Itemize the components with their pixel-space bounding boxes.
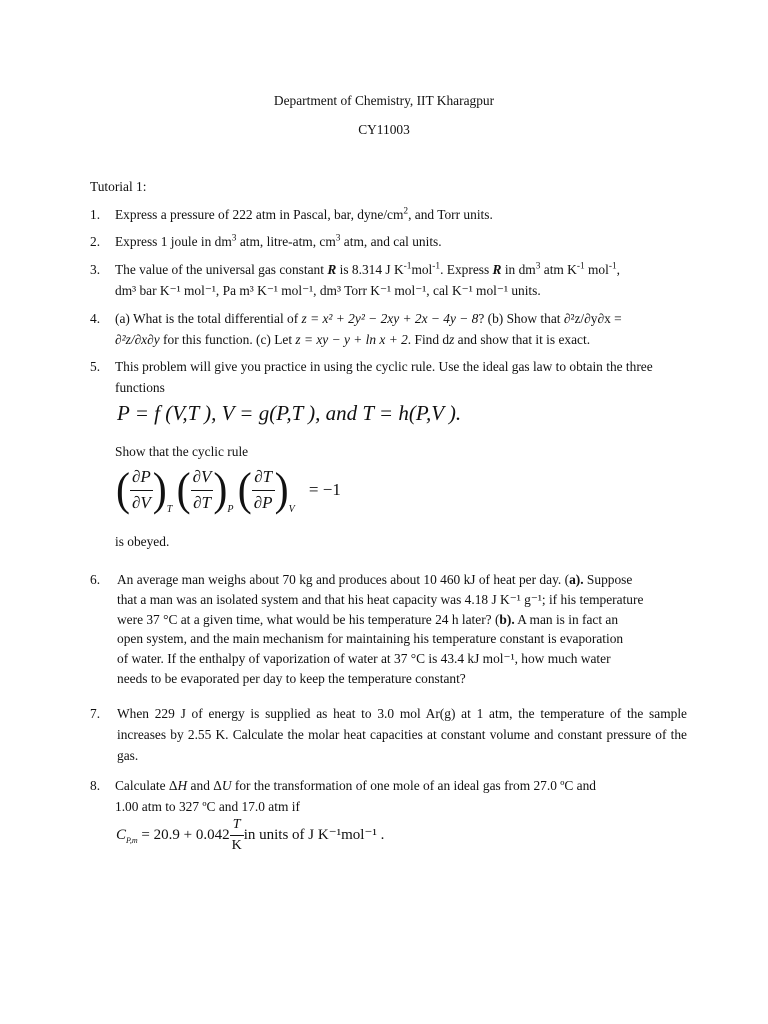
problem-text: Express a pressure of 222 atm in Pascal, bar, dyne/$cm^2$, and Torr units. [115,206,493,222]
problem-number: 4. [90,311,101,326]
problem-text: (a) What is the total differential of z = x² + 2y² − 2xy + 2x − 4y − 8? (b) Show that ∂²z/∂y∂x = ∂²z/∂x∂y for this function. (c) Let z = xy − y + ln x + 2. Find dz and show that it is exact. [115,311,622,347]
course-code: CY11003 [358,122,410,137]
problem-number: 8. [90,778,101,793]
functions-equation: P = f (V,T ), V = g(P,T ), and T = h(P,V ). [117,401,462,425]
problem-number: 1. [90,207,101,222]
tutorial-title: Tutorial 1: [90,179,147,194]
problem-text: Express 1 joule in $dm^3$ atm, litre-atm, $cm^3$ atm, and cal units. [115,233,442,249]
problem-text: Calculate ΔH and ΔU for the transformation of one mole of an ideal gas from 27.0 ºC and 1.00 atm to 327 ºC and 17.0 atm if [115,778,596,814]
problem-text: When 229 J of energy is supplied as heat to 3.0 mol Ar(g) at 1 atm, the temperature of the sample increases by 2.55 K. Calculate the molar heat capacities at constant volume and constant pressure of the gas. [117,706,687,763]
problem-number: 3. [90,262,101,277]
problem-text: An average man weighs about 70 kg and produces about 10 460 kJ of heat per day. (a). Suppose that a man was an isolated system and that his heat capacity was 4.18 J K⁻¹ g⁻¹; if his temperature were 37 °C at a given time, what would be his temperature 24 h later? (b). A man is in fact an open system, and the main mechanism for maintaining his temperature constant is evaporation of water. If the enthalpy of vaporization of water at 37 °C is 43.4 kJ mol⁻¹, how much water needs to be evaporated per day to keep the temperature constant? [117,572,644,687]
cyclic-rule-equation: ( $\frac{\partial P}{\partial V}$ )$_T$ ( $\frac{\partial V}{\partial T}$ )$_P$ ( $\frac{\partial T}{\partial P}$ )$_V = -1$ [116,464,341,516]
show-cyclic-text: Show that the cyclic rule [115,444,249,459]
problem-number: 2. [90,234,101,249]
problem-number: 6. [90,572,101,587]
heat-capacity-equation: $C_{P,m} = 20.9 + 0.042$ $\frac{T}{K}$ in units of J K⁻¹mol⁻¹ . [116,817,385,854]
problem-intro: This problem will give you practice in using the cyclic rule. Use the ideal gas law to obtain the three functions [115,359,653,395]
problem-text: The value of the universal gas constant R is 8.314 J $K^{-1}mol^{-1}$. Express R in $dm^3$ atm $K^{-1}$ mol$^{-1}$, dm³ bar K⁻¹ mol⁻¹, Pa m³ K⁻¹ mol⁻¹, dm³ Torr K⁻¹ mol⁻¹, cal K⁻¹ mol⁻¹ units. [115,261,621,298]
obeyed-text: is obeyed. [115,534,170,549]
problem-number: 5. [90,359,101,374]
department-heading: Department of Chemistry, IIT Kharagpur [273,93,495,108]
problem-number: 7. [90,706,101,721]
